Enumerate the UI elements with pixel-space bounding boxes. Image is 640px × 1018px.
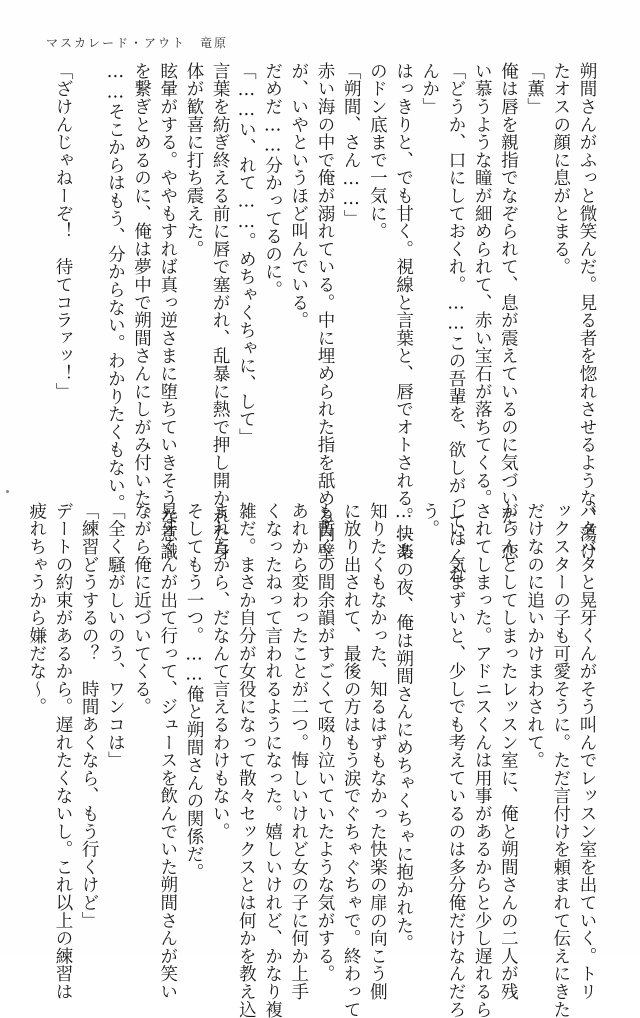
text-line: くなったねって言われるようになった。嬉しいけれど、かなり複 <box>262 502 283 1018</box>
text-line: まれたから、だなんて言えるわけもない。 <box>210 502 231 841</box>
text-line: 雑だ。まさか自分が女役になって散々セックスとは何かを教え込 <box>236 502 257 1018</box>
text-line: 「薫」 <box>524 62 545 116</box>
text-line: 疲れちゃうから嫌だな～。 <box>26 502 47 716</box>
top-text-column <box>40 62 600 584</box>
text-line: 「全く騒がしいのう、ワンコは」 <box>105 502 126 769</box>
page-dot-mark <box>6 490 9 493</box>
text-line: 「どうか、口にしておくれ。……この吾輩を、欲しがってはくれ <box>445 62 466 584</box>
text-line: んか」 <box>419 62 440 116</box>
text-line: 赤い海の中で俺が溺れている。中に埋められた指を舐める内壁 <box>314 62 335 561</box>
text-line: ックスターの子も可愛そうに。ただ言付けを頼まれて伝えにきた <box>550 502 571 1018</box>
text-line: 晃牙くんが出て行って、ジュースを飲んでいた朔間さんが笑い <box>157 502 178 1001</box>
text-line <box>76 62 102 442</box>
text-line: されてしまった。アドニスくんは用事があるからと少し遅れるら <box>472 502 493 1018</box>
text-line: 「……い、れて……。めちゃくちゃに、して」 <box>236 62 257 446</box>
text-line: がらんとしてしまったレッスン室に、俺と朔間さんの二人が残 <box>498 502 519 1001</box>
header-author: 竜原 <box>200 36 229 50</box>
text-line: が、いやというほど叫んでいる。 <box>288 62 309 329</box>
text-line: 知りたくもなかった、知るはずもなかった快楽の扉の向こう側 <box>367 502 388 1001</box>
text-line: 言葉を紡ぎ終える前に唇で塞がれ、乱暴に熱で押し開かれた身 <box>210 62 231 561</box>
text-line: 体が歓喜に打ち震えた。 <box>183 62 204 258</box>
text-line: のドン底まで一気に。 <box>367 62 388 240</box>
text-line: に放り出されて、最後の方はもう涙でぐちゃぐちゃで。終わって <box>341 502 362 1018</box>
bottom-text-column <box>26 502 600 1018</box>
text-line: ながら俺に近づいてくる。 <box>131 502 152 716</box>
text-line: 朔間さんがふっと微笑んだ。見る者を惚れさせるような、蕩け <box>577 62 597 561</box>
text-line: だめだ……分かってるのに。 <box>262 62 283 299</box>
header-title: マスカレード・アウト <box>46 36 187 50</box>
text-line: 俺は唇を親指でなぞられて、息が震えているのに気づいた。恋 <box>498 62 519 561</box>
running-header <box>46 34 228 51</box>
text-line: たオスの顔に息がとまる。 <box>550 62 571 276</box>
text-line: あれから変わったことが二つ。悔しいけれど女の子に何か上手 <box>288 502 309 1001</box>
text-line: う。 <box>419 502 440 538</box>
text-line: 「ざけんじゃねーぞ！ 待てコラァッ！」 <box>52 62 73 401</box>
text-line: しい。気まずいと、少しでも考えているのは多分俺だけなんだろ <box>445 502 466 1018</box>
text-line: 眩暈がする。ややもすれば真っ逆さまに堕ちていきそうな意識 <box>157 62 178 561</box>
text-line: バタバタと晃牙くんがそう叫んでレッスン室を出ていく。トリ <box>577 502 597 1001</box>
text-line: い慕うような瞳が細められて、赤い宝石が落ちてくる。 <box>472 62 493 507</box>
text-line: を繋ぎとめるのに、俺は夢中で朔間さんにしがみ付いた。 <box>131 62 152 525</box>
text-line: デートの約束があるから。遅れたくないし。これ以上の練習は <box>52 502 73 1001</box>
text-line: そしてもう一つ。……俺と朔間さんの関係だ。 <box>183 502 204 881</box>
text-line: 「練習どうするの？ 時間あくなら、もう行くけど」 <box>79 502 100 930</box>
text-line: も暫くの間余韻がすごくて啜り泣いていたような気がする。 <box>314 502 335 983</box>
text-line: ……あの夜、俺は朔間さんにめちゃくちゃに抱かれた。 <box>393 502 414 952</box>
text-line: はっきりと、でも甘く。視線と言葉と、唇でオトされる。快楽 <box>393 62 414 561</box>
text-line: 「朔間、さん……」 <box>341 62 362 228</box>
text-line: だけなのに追いかけまわされて。 <box>524 502 545 769</box>
text-line: ……そこからはもう、分からない。わかりたくもない。 <box>105 62 126 512</box>
